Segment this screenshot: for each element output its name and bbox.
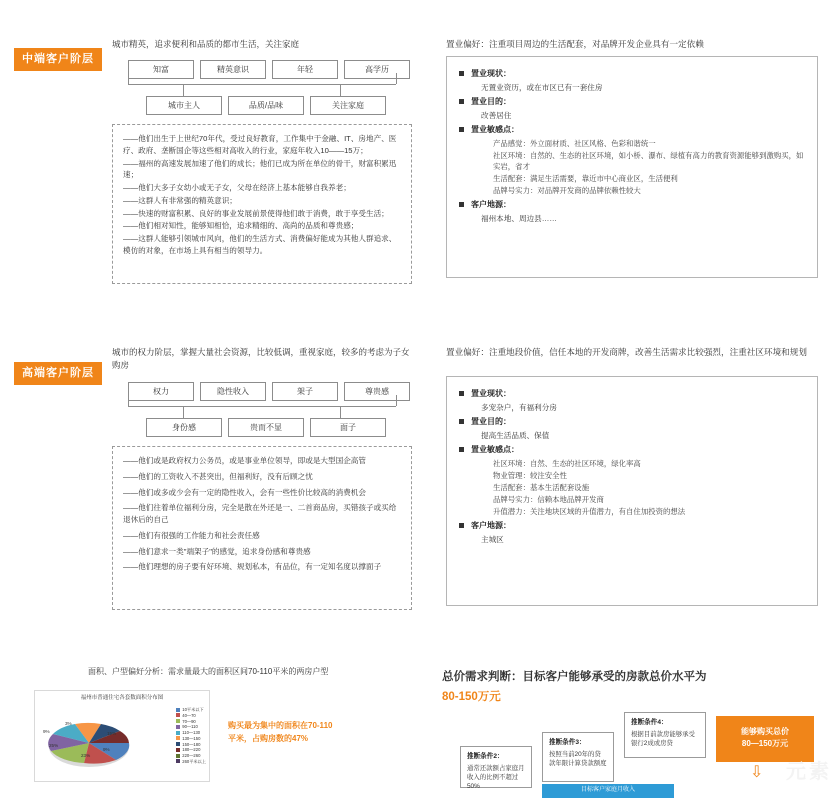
high-pref-item: 置业敏感点：	[459, 444, 805, 456]
high-keyword-box: 身份感	[146, 418, 222, 437]
mid-detail-item: ——这群人有非常强的精英意识；	[123, 195, 237, 205]
mid-pref-title: 置业偏好：注重项目周边的生活配套，对品牌开发企业具有一定依赖	[446, 39, 704, 49]
legend-item	[176, 713, 206, 718]
area-headline: 面积、户型偏好分析：需求量最大的面积区间70-110平米的两房户型	[88, 667, 329, 676]
mid-pref-item: 置业敏感点：	[459, 124, 805, 136]
mid-connector-right	[396, 73, 397, 84]
slide-high-profile	[0, 314, 420, 628]
condition-body: 根据目前款房能够承受银行2成或房贷	[631, 730, 695, 747]
high-pref-item: 品牌号实力：信赖本地品牌开发商	[493, 494, 604, 504]
high-headline: 城市的权力阶层，掌握大量社会资源，比较低调，重视家庭，较多的考虑为子女购房	[112, 347, 410, 370]
condition-title: 推断条件3：	[549, 739, 586, 746]
high-pref-item: 提高生活品质、保值	[481, 430, 550, 440]
high-pref-item: 置业现状：	[459, 388, 805, 400]
legend-swatch-icon	[176, 736, 180, 740]
high-detail-item: ——他们往着单位福利分房，完全是散在外还是一、二首商品房，买错孩子或买给退休后的自己	[123, 503, 397, 525]
high-detail-item: ——他们的工资收入不甚突出，但福利好，没有后顾之忧	[123, 471, 313, 481]
mid-pref-item: 客户地源：	[459, 199, 805, 211]
high-detail-item: ——他们理想的房子要有好环境、规划私本，有品位，有一定知名度以撑面子	[123, 562, 382, 572]
mid-detail-item: ——他们大多子女幼小或无子女，父母在经济上基本能够自我养老；	[123, 183, 351, 193]
legend-label: 150—180	[182, 741, 201, 747]
legend-label: 260平米以上	[182, 758, 206, 764]
legend-item	[176, 724, 206, 729]
mid-pref-item: 改善居住	[481, 110, 512, 120]
mid-detail-item: ——他们出生于上世纪70年代，受过良好教育，工作集中于金融、IT、房地产、医疗、政府、垄断国企等这些相对高收入的行业，家庭年收入10——15万；	[123, 134, 397, 155]
mid-pref-item: 无置业资历，或在市区已有一套住房	[481, 82, 603, 92]
condition-title: 推断条件2：	[467, 753, 504, 760]
total-title: 总价需求判断：目标客户能够承受的房款总价水平为	[442, 671, 707, 683]
mid-detail-item: ——这群人能够引领城市风向，他们的生活方式、消费偏好能成为其他人群追求、模仿的对象，在市场上具有相当的领导力。	[123, 234, 397, 255]
area-pie-chart	[34, 690, 210, 782]
high-pref-item: 生活配套：基本生活配套设施	[493, 482, 590, 492]
mid-pref-item: 置业目的：	[459, 96, 805, 108]
legend-swatch-icon	[176, 754, 180, 758]
high-keyword-box: 架子	[272, 382, 338, 401]
mid-keyword-box: 年轻	[272, 60, 338, 79]
mid-connector-down-2	[340, 84, 341, 96]
mid-detail-item: ——福州的高速发展加速了他们的成长；他们已成为所在单位的骨干，财富积累迅速；	[123, 158, 397, 180]
high-detail-item: ——他们或多或少会有一定的隐性收入，会有一些性价比较高的消费机会	[123, 487, 366, 497]
pie-label: 9%	[43, 729, 50, 734]
mid-detail-item: ——他们相对知性，能够知相恰，追求精细的、高尚的品质和尊贵感；	[123, 221, 359, 231]
mid-detail-panel	[112, 124, 412, 284]
stage-tab-mid: 中端客户阶层	[14, 48, 102, 71]
total-subtitle: 80-150万元	[442, 691, 501, 703]
pie-label: 25%	[49, 743, 59, 748]
legend-label: 90—110	[182, 724, 198, 730]
mid-keyword-box: 精英意识	[200, 60, 266, 79]
high-pref-title: 置业偏好：注重地段价值，信任本地的开发商牌，改善生活需求比较强烈，注重社区环境和规划	[446, 347, 807, 357]
pie-label: 23%	[81, 753, 91, 758]
watermark: 元素	[786, 761, 832, 783]
chart-legend	[176, 707, 206, 765]
area-note: 购买最为集中的面积在70-110平米，占购房数的47%	[228, 721, 333, 743]
mid-pref-panel	[446, 56, 818, 278]
slide-area-analysis	[0, 628, 420, 788]
high-pref-item: 社区环境：自然、生态的社区环境，绿化率高	[493, 458, 641, 468]
mid-keyword-row-2	[146, 96, 386, 115]
pie-label: 15%	[107, 731, 117, 736]
legend-swatch-icon	[176, 713, 180, 717]
legend-swatch-icon	[176, 708, 180, 712]
mid-keyword-box: 品质/品味	[228, 96, 304, 115]
legend-swatch-icon	[176, 748, 180, 752]
arrow-icon: ⇩	[750, 764, 764, 781]
legend-item	[176, 736, 206, 741]
pie-label: 9%	[103, 747, 110, 752]
legend-label: 10平米以下	[182, 707, 204, 712]
mid-keyword-row-1	[128, 60, 410, 79]
legend-label: 40—70	[182, 712, 196, 718]
condition-box-4	[624, 712, 706, 758]
high-pref-item: 多宠杂户，有福利分房	[481, 402, 557, 412]
high-pref-panel	[446, 376, 818, 606]
legend-swatch-icon	[176, 742, 180, 746]
high-pref-item: 物业管理：较注安全性	[493, 470, 567, 480]
legend-label: 70—90	[182, 718, 196, 724]
condition-box-2	[460, 746, 532, 791]
mid-connector-line	[128, 84, 396, 85]
mid-keyword-box: 高学历	[344, 60, 410, 79]
high-pref-item: 客户地源：	[459, 520, 805, 532]
condition-title: 推断条件4：	[631, 719, 668, 726]
legend-item	[176, 730, 206, 735]
legend-item	[176, 719, 206, 724]
high-pref-item: 升值潜力：关注地块区域的升值潜力，有自住加投资的想法	[493, 507, 686, 516]
high-connector-right	[396, 395, 397, 406]
high-keyword-box: 贵而不显	[228, 418, 304, 437]
stage-tab-high: 高端客户阶层	[14, 362, 102, 385]
mid-keyword-box: 知富	[128, 60, 194, 79]
high-detail-item: ——他们意求一类"端架子"的感觉，追求身份感和尊贵感	[123, 546, 311, 556]
high-pref-item: 置业目的：	[459, 416, 805, 428]
high-keyword-box: 面子	[310, 418, 386, 437]
legend-label: 110—130	[182, 730, 201, 735]
legend-swatch-icon	[176, 759, 180, 763]
result-line-2: 80—150万元	[741, 739, 789, 748]
high-keyword-box: 权力	[128, 382, 194, 401]
high-detail-item: ——他们或是政府权力公务员，或是事业单位领导，即或是大型国企高管	[123, 456, 366, 465]
legend-item	[176, 742, 206, 747]
slide-mid-preference	[420, 0, 840, 314]
mid-connector-left	[128, 73, 129, 84]
mid-keyword-box: 关注家庭	[310, 96, 386, 115]
legend-swatch-icon	[176, 731, 180, 735]
high-connector-line	[128, 406, 396, 407]
mid-pref-item: 生活配套：满足生活需要，靠近市中心商业区，生活便利	[493, 173, 678, 183]
high-pref-item: 主城区	[481, 534, 504, 544]
pie-label: 3%	[65, 721, 72, 726]
mid-pref-item: 产品感觉：外立面材质、社区风格、色彩和谐统一	[493, 138, 656, 148]
mid-keyword-box: 城市主人	[146, 96, 222, 115]
high-detail-item: ——他们有很强的工作能力和社会责任感	[123, 530, 260, 540]
high-connector-down-2	[340, 406, 341, 418]
legend-label: 180—220	[182, 747, 201, 753]
legend-item	[176, 747, 206, 752]
blue-income-strip: 目标客户家庭月收入	[542, 784, 674, 798]
legend-item	[176, 753, 206, 758]
slide-total-price	[420, 628, 840, 793]
legend-swatch-icon	[176, 725, 180, 729]
mid-pref-item: 置业现状：	[459, 68, 805, 80]
legend-item	[176, 759, 206, 764]
mid-pref-item: 品牌号实力：对品牌开发商的品牌依赖性较大	[493, 186, 641, 195]
legend-item	[176, 707, 206, 712]
condition-body: 按照当前20年的贷款年限计算贷款额度	[549, 750, 607, 767]
legend-label: 220—260	[182, 753, 201, 758]
condition-box-3	[542, 732, 614, 782]
mid-headline: 城市精英，追求便利和品质的都市生活，关注家庭	[112, 39, 300, 49]
chart-title: 福州市普通住宅各套数面积分布图	[80, 695, 164, 701]
mid-connector-down-1	[183, 84, 184, 96]
result-line-1: 能够购买总价	[741, 727, 789, 736]
condition-body: 通常还款额占家庭月收入的比例不超过50%	[467, 764, 525, 791]
high-keyword-row-1	[128, 382, 410, 401]
legend-label: 130—150	[182, 735, 201, 741]
high-keyword-box: 隐性收入	[200, 382, 266, 401]
mid-pref-item: 社区环境：自然的、生态的社区环境，如小桥、瀑布、绿植有高力的教育资源能够到激购买，如实岩，省才	[493, 150, 804, 171]
high-connector-down-1	[183, 406, 184, 418]
high-keyword-row-2	[146, 418, 386, 437]
mid-pref-item: 福州本地、周边县……	[481, 213, 557, 223]
high-keyword-box: 尊贵感	[344, 382, 410, 401]
high-detail-panel	[112, 446, 412, 610]
high-connector-left	[128, 395, 129, 406]
slide-high-preference	[420, 314, 840, 628]
slide-mid-profile	[0, 0, 420, 314]
mid-detail-item: ——快速的财富积累、良好的事业发展前景使得他们敢于消费，敢于享受生活；	[123, 208, 389, 218]
legend-swatch-icon	[176, 719, 180, 723]
